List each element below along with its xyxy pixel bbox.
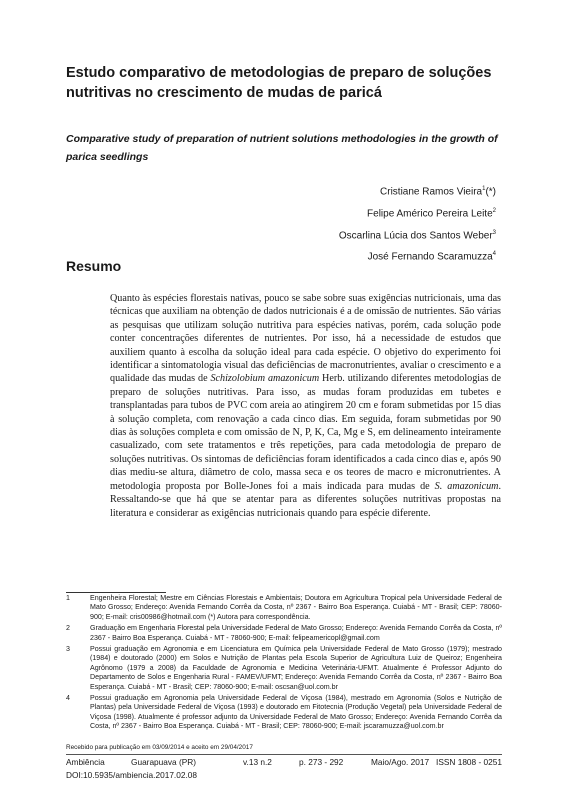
footnote-number: 4 (66, 694, 70, 703)
footer-city: Guarapuava (PR) (131, 757, 197, 767)
footnotes (66, 594, 502, 734)
footer-doi: DOI:10.5935/ambiencia.2017.02.08 (66, 770, 198, 780)
abstract-text: . Ressaltando-se que há que se atentar para as diferentes soluções nutritivas propostas na literatura e considerar as exigências nutricionais quando para espécie diferente. (110, 480, 501, 519)
author (339, 180, 496, 202)
author (339, 224, 496, 246)
author-list (339, 180, 496, 267)
author-sup: 3 (492, 229, 496, 236)
footer-issn: ISSN 1808 - 0251 (436, 757, 502, 767)
species-name: S. amazonicum (434, 480, 499, 492)
title-english: Comparative study of preparation of nutrient solutions methodologies in the growth of parica seedlings (66, 133, 498, 163)
footnote-number: 2 (66, 624, 70, 633)
author-sup: 4 (492, 251, 496, 258)
footnote-number: 1 (66, 594, 70, 602)
footer-pages: p. 273 - 292 (299, 757, 344, 767)
footer-divider (66, 754, 502, 755)
footnote-text: Engenheira Florestal; Mestre em Ciências Florestais e Ambientais; Doutora em Agricultura Tropical pela Universidade Federal de Mato Grosso; Endereço: Avenida Fernando Corrêa da Costa, nº 2367 - Bairro Boa Esperança. Cuiabá - MT - Brasil; CEP: 78060-900; E-mail: cris00986@hotmail.com (*) Autora para correspondência. (90, 594, 502, 621)
footnote-number: 3 (66, 645, 70, 654)
footer-journal: Ambiência (66, 757, 105, 767)
author-note: (*) (485, 186, 496, 198)
footnote-divider (66, 592, 166, 593)
footnote-text: Possui graduação em Agronomia e em Licenciatura em Química pela Universidade Federal de Mato Grosso (1979); mestrado (1984) e doutorado (2000) em Solos e Nutrição de Plantas pela Escola Superior de Agricultura Luiz de Queiroz; Engenheira Agrônomo (1979 a 2008) da Faculdade de Agronomia e Medicina Veterinária-UFMT. Atualmente é Professor Adjunto do Departamento de Solos e Engenharia Rural - FAMEV/UFMT; Endereço: Avenida Fernando Corrêa da Costa, nº 2367 - Bairro Boa Esperança. Cuiabá - MT - Brasil; CEP: 78060-900; E-mail: oscsan@uol.com.br (90, 645, 502, 691)
species-name: Schizolobium amazonicum (210, 373, 320, 385)
author-name: Felipe Américo Pereira Leite (367, 208, 493, 220)
author-sup: 1 (482, 186, 486, 192)
abstract-text: Quanto às espécies florestais nativas, pouco se sabe sobre suas exigências nutricionais, uma das técnicas que auxiliam na obtenção de dados nutricionais é a de omissão de nutrientes. São várias as pesquisas que utilizam solução nutritiva para espécies nativas, porém, cada solução pode conter concentrações diferentes de nutrientes. Por isso, há a necessidade de estudos que auxiliem quanto à escolha da solução ideal para cada espécie. O objetivo do experimento foi identificar a sintomatologia visual das deficiências de macronutrientes, avaliar o crescimento e a qualidade das mudas de (110, 293, 501, 385)
author (339, 202, 496, 224)
footer-volume: v.13 n.2 (243, 757, 272, 767)
footnote (66, 624, 502, 643)
author-name: José Fernando Scaramuzza (367, 251, 493, 263)
footnote (66, 594, 502, 622)
received-date: Recebido para publicação em 03/09/2014 e aceito em 29/04/2017 (66, 744, 253, 751)
section-heading-resumo: Resumo (66, 258, 122, 274)
author (339, 245, 496, 267)
footnote (66, 694, 502, 732)
author-name: Oscarlina Lúcia dos Santos Weber (338, 229, 493, 241)
footer-date: Maio/Ago. 2017 (371, 757, 430, 767)
author-name: Cristiane Ramos Vieira (380, 186, 483, 198)
abstract-text: Herb. utilizando diferentes metodologias de preparo de soluções nutritivas. Para isso, as mudas foram produzidas em tubetes e transplantadas para tubos de PVC com areia ao atingirem 20 cm e foram submetidas por 15 dias à solução completa, com renovação a cada cinco dias. Em seguida, foram submetidas por 90 dias às soluções completa e com omissão de N, P, K, Ca, Mg e S, em delineamento inteiramente casualizado, com sete tratamentos e três repetições, para cada metodologia de preparo de soluções nutritivas. Os sintomas de deficiências foram identificados a cada cinco dias e, após 90 dias mediu-se altura, diâmetro de colo, massa seca e os teores de macro e micronutrientes. A metodologia proposta por Bolle-Jones foi a mais indicada para mudas de (110, 373, 501, 492)
footnote-text: Possui graduação em Agronomia pela Universidade Federal de Viçosa (1984), mestrado em Agronomia (Solos e Nutrição de Plantas) pela Universidade Federal de Viçosa (1993) e doutorado em Fitotecnia (Produção Vegetal) pela Universidade Federal de Viçosa (1998). Atualmente é professor adjunto da Universidade Federal de Mato Grosso; Endereço: Avenida Fernando Corrêa da Costa, nº 2367 - Bairro Boa Esperança. Cuiabá - MT - Brasil; CEP: 78060-900; E-mail: jscaramuzza@uol.com.br (90, 694, 502, 731)
footnote (66, 645, 502, 692)
abstract-paragraph (110, 292, 501, 520)
title-portuguese: Estudo comparativo de metodologias de preparo de soluções nutritivas no crescimento de mudas de paricá (66, 65, 492, 101)
footnote-text: Graduação em Engenharia Florestal pela Universidade Federal de Mato Grosso; Endereço: Avenida Fernando Corrêa da Costa, nº 2367 - Bairro Boa Esperança. Cuiabá - MT - 78060-900; E-mail: felipeamericopl@gmail.com (90, 624, 502, 642)
author-sup: 2 (492, 207, 496, 214)
